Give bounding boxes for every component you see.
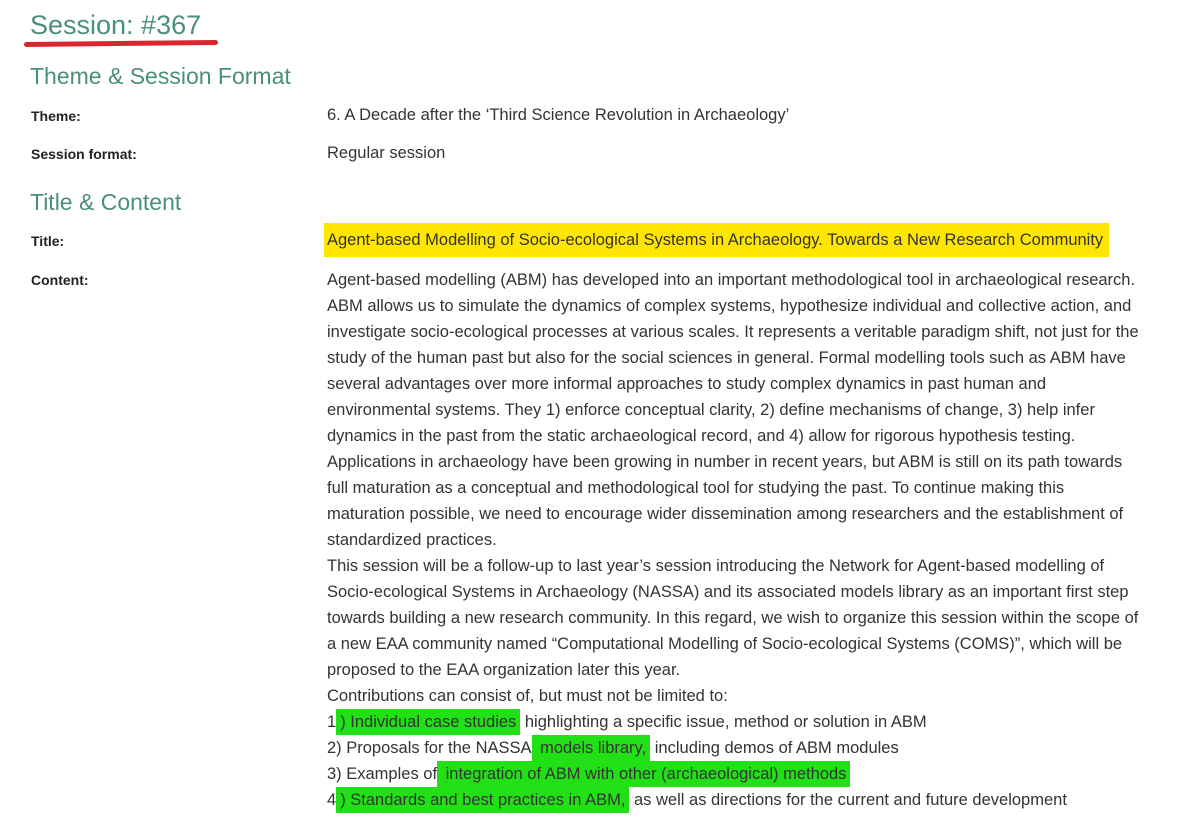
- theme-format-heading: Theme & Session Format: [30, 63, 291, 89]
- session-title: Session: #367: [30, 10, 202, 40]
- title-content-heading: Title & Content: [30, 189, 182, 215]
- contribution-prefix: 3) Examples of: [327, 765, 438, 783]
- contribution-item-1: [327, 709, 1187, 735]
- contribution-highlight: models library,: [532, 735, 651, 761]
- session-format-label: Session format:: [31, 146, 137, 162]
- title-value-wrapper: [327, 227, 1109, 253]
- content-label: Content:: [31, 272, 89, 288]
- session-format-value: Regular session: [327, 144, 446, 162]
- content-line: standardized practices.: [327, 531, 497, 549]
- contribution-prefix: 2) Proposals for the NASSA: [327, 739, 532, 757]
- contribution-prefix: 4: [327, 791, 337, 809]
- contribution-item-3: [327, 761, 1187, 787]
- content-line: environmental systems. They 1) enforce conceptual clarity, 2) define mechanisms of change, 3) help infer: [327, 401, 1095, 419]
- content-line: towards building a new research community. In this regard, we wish to organize this session within the scope of: [327, 609, 1139, 627]
- content-line: several advantages over more informal approaches to study complex dynamics in past human and: [327, 375, 1047, 393]
- theme-value: 6. A Decade after the ‘Third Science Revolution in Archaeology’: [327, 106, 790, 124]
- red-underline-annotation: [24, 40, 218, 47]
- contribution-item-2: [327, 735, 1187, 761]
- title-value: Agent-based Modelling of Socio-ecological Systems in Archaeology. Towards a New Research Community: [324, 223, 1109, 257]
- content-line: This session will be a follow-up to last year’s session introducing the Network for Agent-based modelling of: [327, 557, 1105, 575]
- content-line: maturation possible, we need to encourage wider dissemination among researchers and the establishment of: [327, 505, 1124, 523]
- contribution-highlight: ) Standards and best practices in ABM,: [336, 787, 629, 813]
- contribution-highlight: ) Individual case studies: [336, 709, 520, 735]
- title-label: Title:: [31, 233, 65, 249]
- contribution-rest: highlighting a specific issue, method or solution in ABM: [520, 713, 927, 731]
- contribution-rest: as well as directions for the current and future development: [629, 791, 1067, 809]
- content-line: Agent-based modelling (ABM) has developed into an important methodological tool in archaeological research.: [327, 271, 1136, 289]
- content-line: Applications in archaeology have been growing in number in recent years, but ABM is still on its path towards: [327, 453, 1123, 471]
- content-body: [327, 267, 1187, 813]
- content-line: dynamics in the past from the static archaeological record, and 4) allow for rigorous hypothesis testing.: [327, 427, 1076, 445]
- contribution-highlight: integration of ABM with other (archaeological) methods: [437, 761, 850, 787]
- content-line: a new EAA community named “Computational Modelling of Socio-ecological Systems (COMS)”, which will be: [327, 635, 1123, 653]
- content-line: ABM allows us to simulate the dynamics of complex systems, hypothesize individual and collective action, and: [327, 297, 1132, 315]
- contribution-item-4: [327, 787, 1187, 813]
- content-line: study of the human past but also for the social sciences in general. Formal modelling tools such as ABM have: [327, 349, 1126, 367]
- contribution-rest: including demos of ABM modules: [650, 739, 899, 757]
- content-line: Socio-ecological Systems in Archaeology (NASSA) and its associated models library as an important first step: [327, 583, 1129, 601]
- content-line: investigate socio-ecological processes at various scales. It represents a veritable paradigm shift, not just for the: [327, 323, 1139, 341]
- content-line: Contributions can consist of, but must not be limited to:: [327, 687, 728, 705]
- content-line: proposed to the EAA organization later this year.: [327, 661, 681, 679]
- contribution-prefix: 1: [327, 713, 337, 731]
- content-line: full maturation as a conceptual and methodological tool for studying the past. To continue making this: [327, 479, 1065, 497]
- theme-label: Theme:: [31, 108, 81, 124]
